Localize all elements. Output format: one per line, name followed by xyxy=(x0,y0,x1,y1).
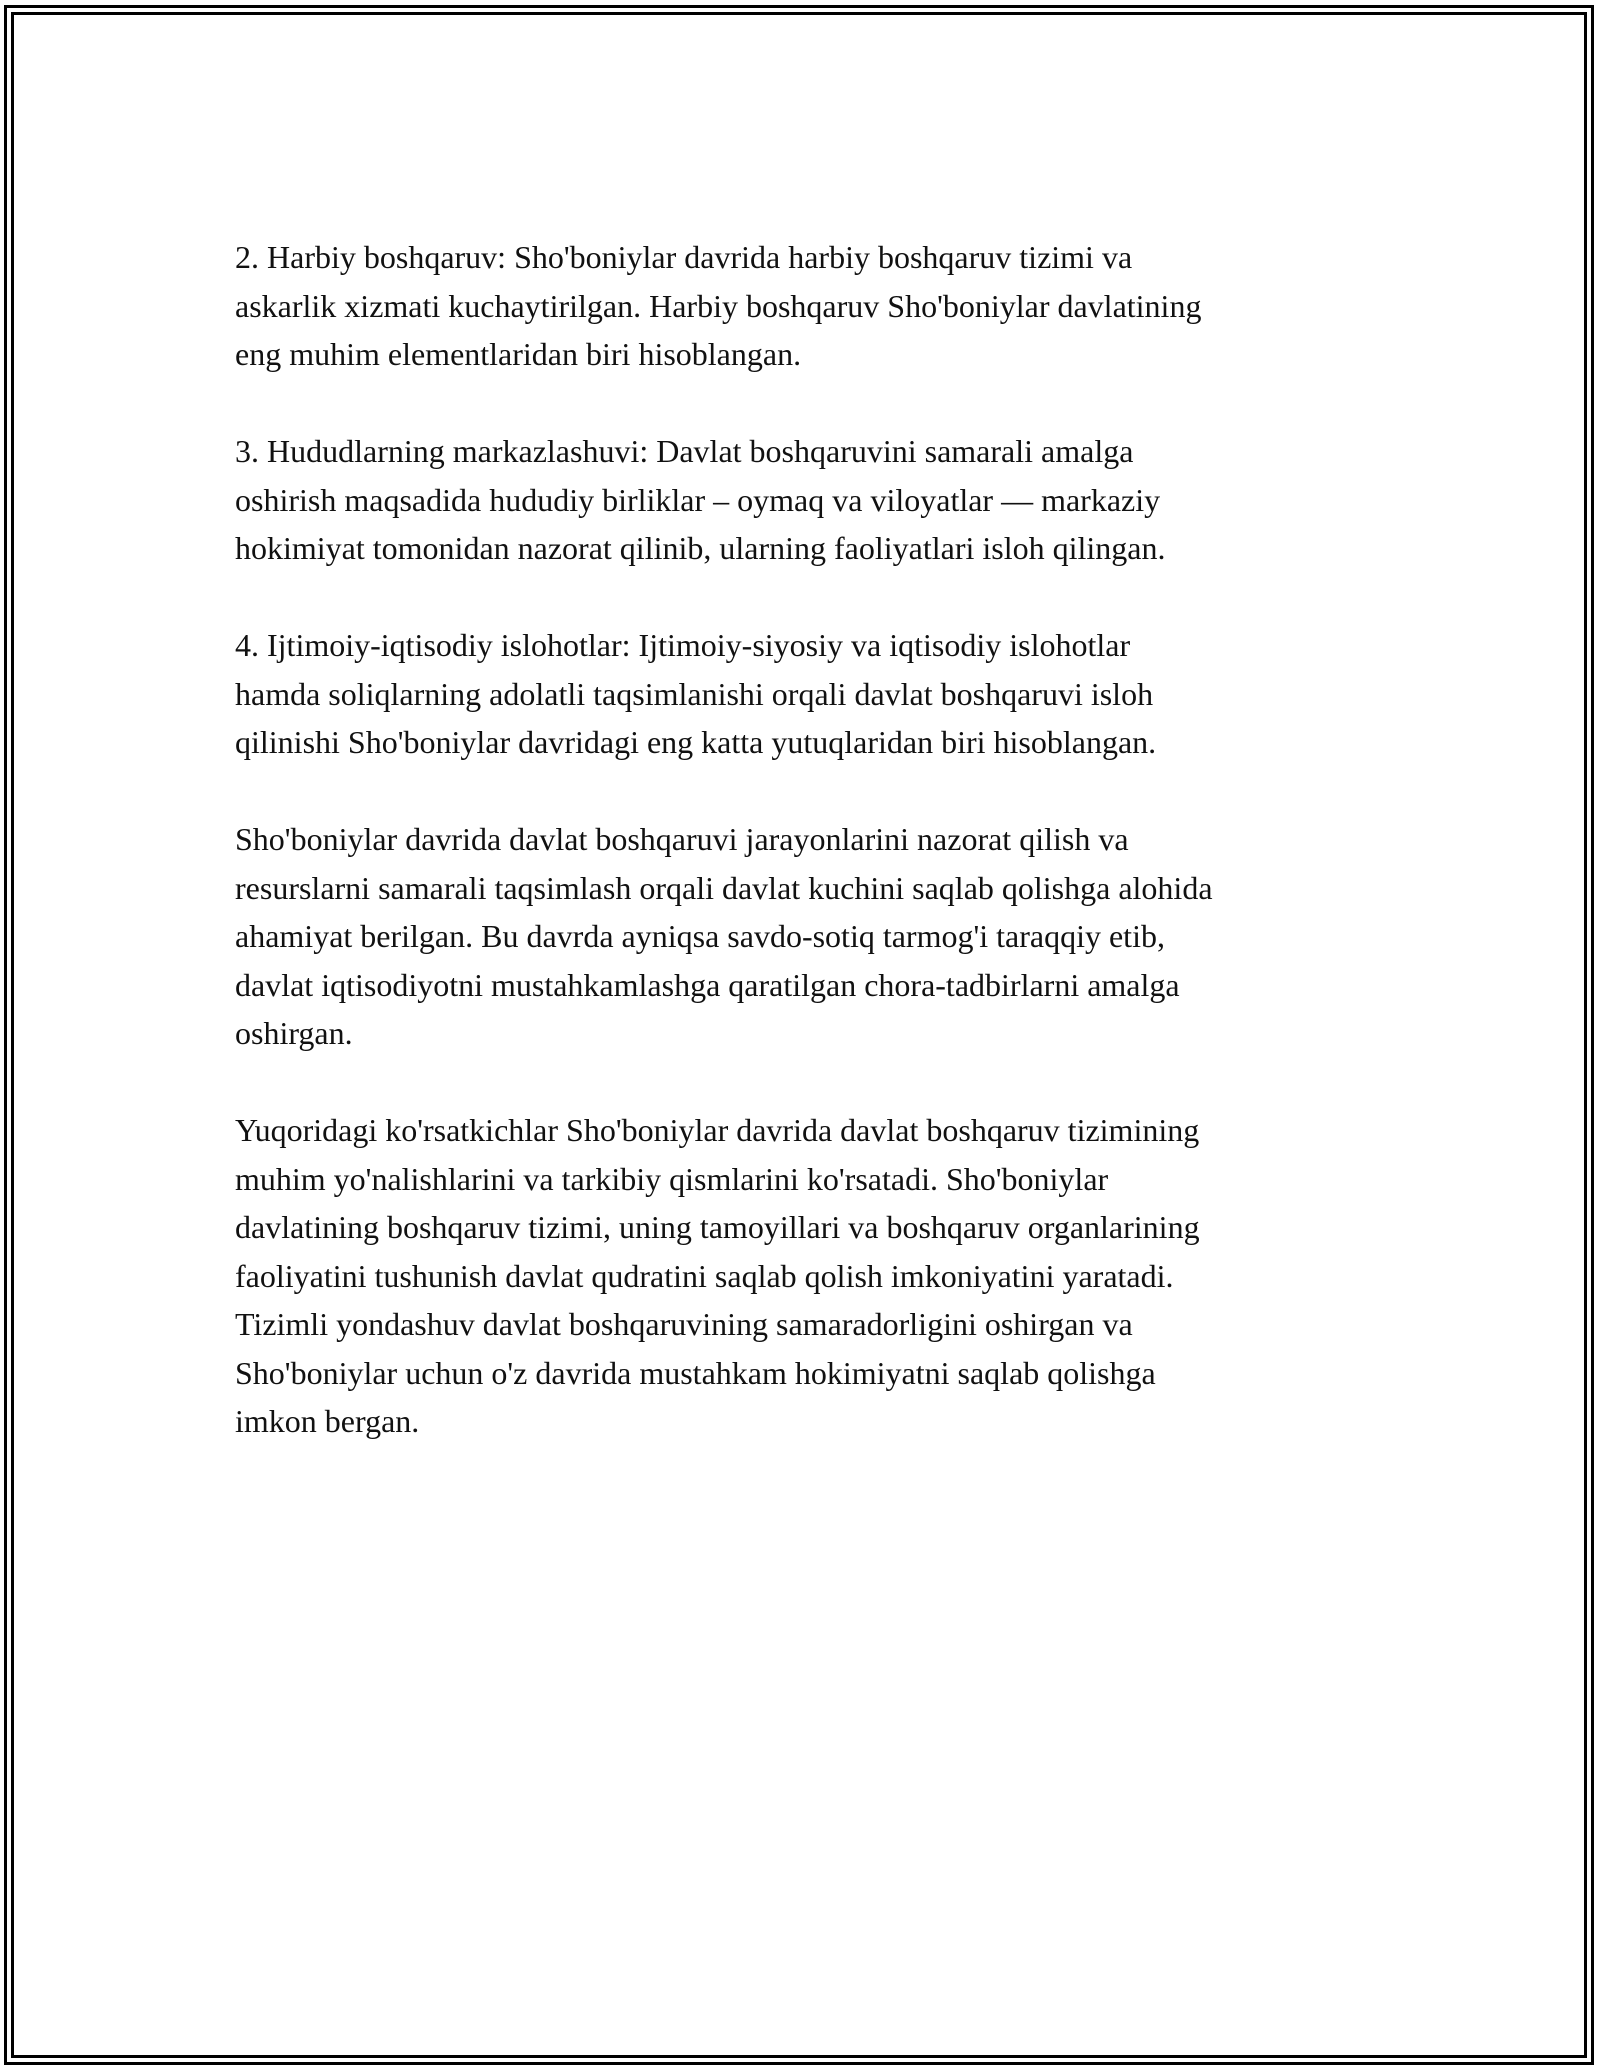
text-line: 2. Harbiy boshqaruv: Sho'boniylar davrida harbiy boshqaruv tizimi va xyxy=(235,239,1133,275)
text-line: oshirgan. xyxy=(235,1015,353,1051)
paragraph-socio-economic-reforms xyxy=(235,621,1365,767)
document-body xyxy=(235,233,1365,1446)
paragraph-conclusion xyxy=(235,1106,1365,1446)
text-line: oshirish maqsadida hududiy birliklar – oymaq va viloyatlar — markaziy xyxy=(235,481,1161,518)
text-line: eng muhim elementlaridan biri hisoblangan. xyxy=(235,336,802,372)
text-line: Yuqoridagi ko'rsatkichlar Sho'boniylar davrida davlat boshqaruv tizimining xyxy=(235,1112,1200,1148)
text-line: 4. Ijtimoiy-iqtisodiy islohotlar: Ijtimoiy-siyosiy va iqtisodiy islohotlar xyxy=(235,627,1131,663)
text-line: imkon bergan. xyxy=(235,1403,420,1439)
text-line: qilinishi Sho'boniylar davridagi eng katta yutuqlaridan biri hisoblangan. xyxy=(235,724,1157,760)
paragraph-centralization xyxy=(235,427,1365,573)
text-line: davlat iqtisodiyotni mustahkamlashga qaratilgan chora-tadbirlarni amalga xyxy=(235,966,1180,1003)
text-line: resurslarni samarali taqsimlash orqali davlat kuchini saqlab qolishga alohida xyxy=(235,869,1213,906)
paragraph-state-control xyxy=(235,815,1365,1058)
text-line: askarlik xizmati kuchaytirilgan. Harbiy boshqaruv Sho'boniylar davlatining xyxy=(235,287,1202,324)
text-line: 3. Hududlarning markazlashuvi: Davlat boshqaruvini samarali amalga xyxy=(235,433,1134,469)
text-line: Sho'boniylar davrida davlat boshqaruvi jarayonlarini nazorat qilish va xyxy=(235,821,1129,857)
text-line: hokimiyat tomonidan nazorat qilinib, ularning faoliyatlari isloh qilingan. xyxy=(235,530,1166,566)
paragraph-military-administration xyxy=(235,233,1365,379)
text-line: hamda soliqlarning adolatli taqsimlanishi orqali davlat boshqaruvi isloh xyxy=(235,675,1154,712)
text-line: davlatining boshqaruv tizimi, uning tamoyillari va boshqaruv organlarining xyxy=(235,1209,1200,1245)
text-line: Tizimli yondashuv davlat boshqaruvining samaradorligini oshirgan va xyxy=(235,1306,1133,1342)
text-line: faoliyatini tushunish davlat qudratini saqlab qolish imkoniyatini yaratadi. xyxy=(235,1257,1174,1294)
text-line: Sho'boniylar uchun o'z davrida mustahkam hokimiyatni saqlab qolishga xyxy=(235,1354,1156,1391)
text-line: muhim yo'nalishlarini va tarkibiy qismlarini ko'rsatadi. Sho'boniylar xyxy=(235,1160,1109,1197)
text-line: ahamiyat berilgan. Bu davrda ayniqsa savdo-sotiq tarmog'i taraqqiy etib, xyxy=(235,918,1165,954)
